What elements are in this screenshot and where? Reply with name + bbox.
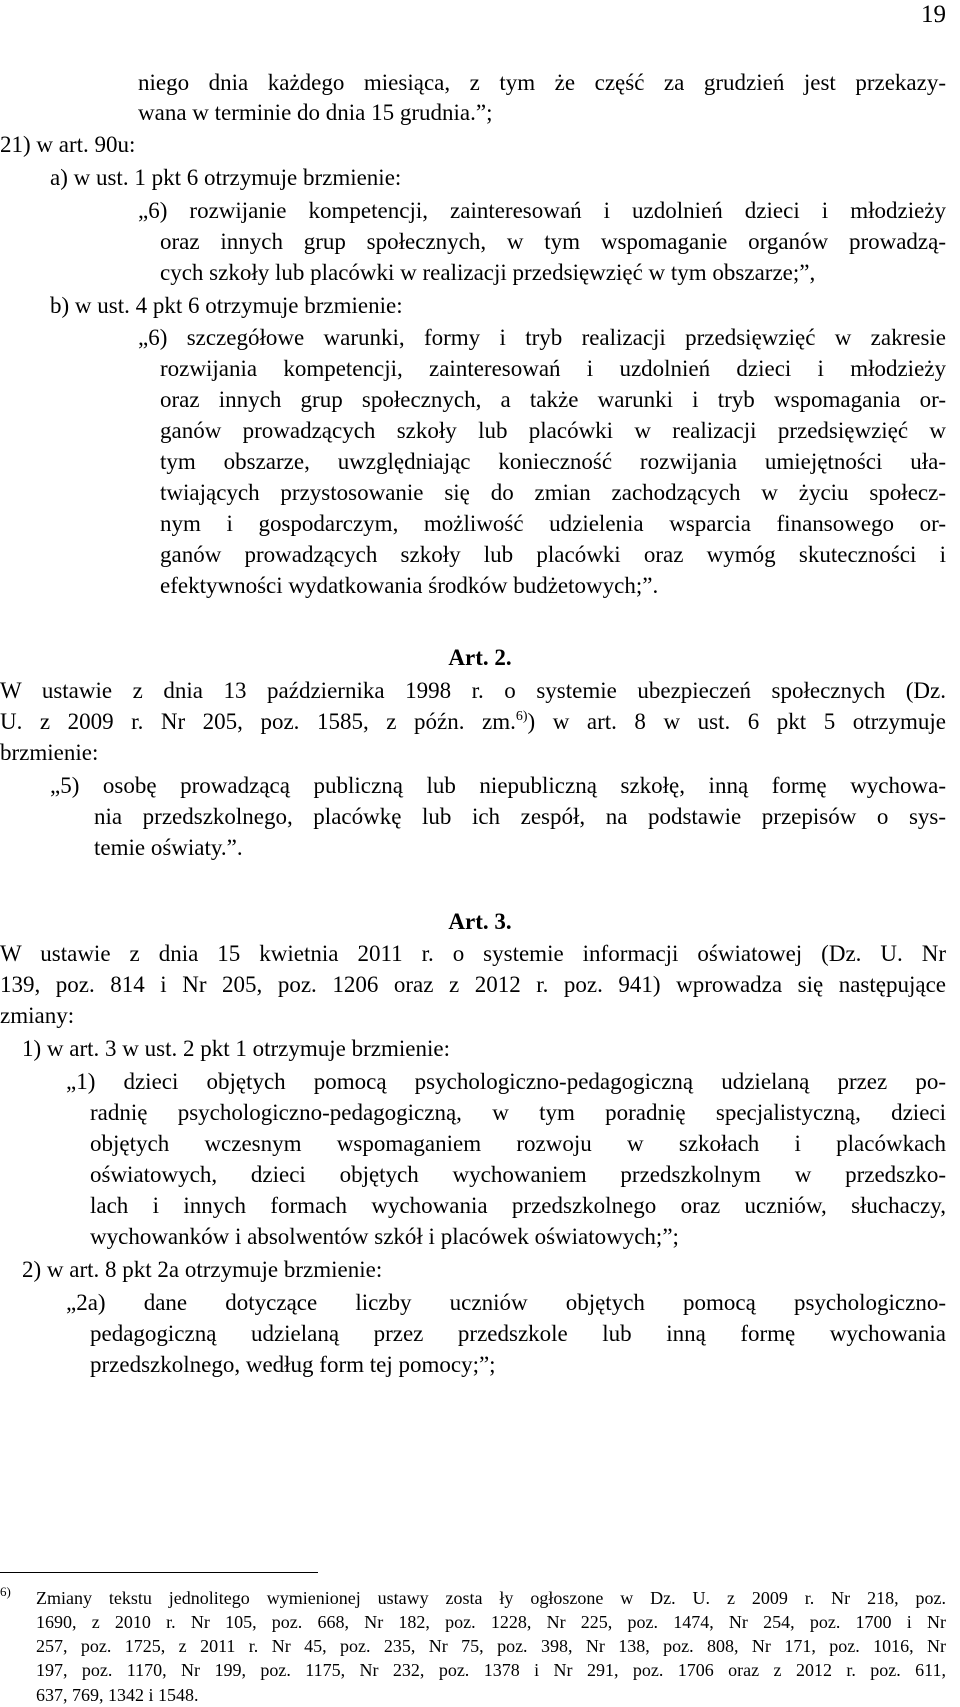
page-number: 19 <box>921 1 946 28</box>
footnote-line: 1690, z 2010 r. Nr 105, poz. 668, Nr 182, poz. 1228, Nr 225, poz. 1474, Nr 254, poz. 1700 i Nr <box>36 1612 946 1632</box>
quote-line: cych szkoły lub placówki w realizacji przedsięwzięć w tym obszarze;”, <box>160 260 816 285</box>
text-line: W ustawie z dnia 13 października 1998 r. o systemie ubezpieczeń społecznych (Dz. <box>0 678 946 703</box>
quote-line: ganów prowadzących szkoły lub placówki w realizacji przedsięwzięć w <box>160 418 946 443</box>
quote-line: lach i innych formach wychowania przedszkolnego oraz uczniów, słuchaczy, <box>90 1193 946 1218</box>
text-line: 139, poz. 814 i Nr 205, poz. 1206 oraz z 2012 r. poz. 941) wprowadza się następujące <box>0 972 946 997</box>
text-line: wana w terminie do dnia 15 grudnia.”; <box>138 100 493 125</box>
text-span: U. z 2009 r. Nr 205, poz. 1585, z późn. zm. <box>0 709 516 734</box>
footnote-separator <box>0 1572 318 1573</box>
article-title: Art. 2. <box>448 645 512 670</box>
quote-line: nia przedszkolnego, placówkę lub ich zespół, na podstawie przepisów o sys- <box>94 804 946 829</box>
list-item-heading: 1) w art. 3 w ust. 2 pkt 1 otrzymuje brzmienie: <box>22 1036 450 1061</box>
list-item-heading: b) w ust. 4 pkt 6 otrzymuje brzmienie: <box>50 293 403 318</box>
footnote-line: Zmiany tekstu jednolitego wymienionej ustawy zosta ły ogłoszone w Dz. U. z 2009 r. Nr 218, poz. <box>36 1588 946 1608</box>
quote-line: ganów prowadzących szkoły lub placówki oraz wymóg skuteczności i <box>160 542 946 567</box>
quote-line: oraz innych grup społecznych, w tym wspomaganie organów prowadzą- <box>160 229 946 254</box>
article-title: Art. 3. <box>448 909 512 934</box>
quote-line: nym i gospodarczym, możliwość udzielenia wsparcia finansowego or- <box>160 511 946 536</box>
text-line: niego dnia każdego miesiąca, z tym że część za grudzień jest przekazy- <box>138 70 946 95</box>
footnote-mark: 6) <box>0 1584 11 1599</box>
quote-line: twiających przystosowanie się do zmian zachodzących w życiu społecz- <box>160 480 946 505</box>
quote-line: radnię psychologiczno-pedagogiczną, w tym poradnię specjalistyczną, dzieci <box>90 1100 946 1125</box>
footnote-line: 197, poz. 1170, Nr 199, poz. 1175, Nr 232, poz. 1378 i Nr 291, poz. 1706 oraz z 2012 r. poz. 611, <box>36 1660 946 1680</box>
quote-line: „5) osobę prowadzącą publiczną lub niepubliczną szkołę, inną formę wychowa- <box>50 773 946 798</box>
quote-line: objętych wczesnym wspomaganiem rozwoju w szkołach i placówkach <box>90 1131 946 1156</box>
quote-line: „6) szczegółowe warunki, formy i tryb realizacji przedsięwzięć w zakresie <box>138 325 946 350</box>
footnote-reference: 6) <box>515 709 528 724</box>
quote-line: tym obszarze, uwzględniając konieczność rozwijania umiejętności uła- <box>160 449 946 474</box>
text-line: zmiany: <box>0 1003 75 1028</box>
quote-line: „1) dzieci objętych pomocą psychologiczno-pedagogiczną udzielaną przez po- <box>66 1069 946 1094</box>
quote-line: efektywności wydatkowania środków budżetowych;”. <box>160 573 659 598</box>
quote-line: temie oświaty.”. <box>94 835 243 860</box>
text-line: brzmienie: <box>0 740 99 765</box>
text-line <box>0 707 946 737</box>
quote-line: oraz innych grup społecznych, a także warunki i tryb wspomagania or- <box>160 387 946 412</box>
text-span: ) w art. 8 w ust. 6 pkt 5 otrzymuje <box>527 709 947 734</box>
footnote-line: 257, poz. 1725, z 2011 r. Nr 45, poz. 235, Nr 75, poz. 398, Nr 138, poz. 808, Nr 171, poz. 1016, Nr <box>36 1636 946 1656</box>
quote-line: oświatowych, dzieci objętych wychowaniem przedszkolnym w przedszko- <box>90 1162 946 1187</box>
quote-line: „6) rozwijanie kompetencji, zainteresowań i uzdolnień dzieci i młodzieży <box>138 198 946 223</box>
list-item-heading: 21) w art. 90u: <box>0 132 136 157</box>
quote-line: wychowanków i absolwentów szkół i placówek oświatowych;”; <box>90 1224 679 1249</box>
list-item-heading: a) w ust. 1 pkt 6 otrzymuje brzmienie: <box>50 165 402 190</box>
quote-line: przedszkolnego, według form tej pomocy;”; <box>90 1352 496 1377</box>
quote-line: „2a) dane dotyczące liczby uczniów objętych pomocą psychologiczno- <box>66 1290 946 1315</box>
quote-line: rozwijania kompetencji, zainteresowań i uzdolnień dzieci i młodzieży <box>160 356 946 381</box>
text-line: W ustawie z dnia 15 kwietnia 2011 r. o systemie informacji oświatowej (Dz. U. Nr <box>0 941 946 966</box>
quote-line: pedagogiczną udzielaną przez przedszkole lub inną formę wychowania <box>90 1321 946 1346</box>
list-item-heading: 2) w art. 8 pkt 2a otrzymuje brzmienie: <box>22 1257 383 1282</box>
footnote-line: 637, 769, 1342 i 1548. <box>36 1685 199 1705</box>
